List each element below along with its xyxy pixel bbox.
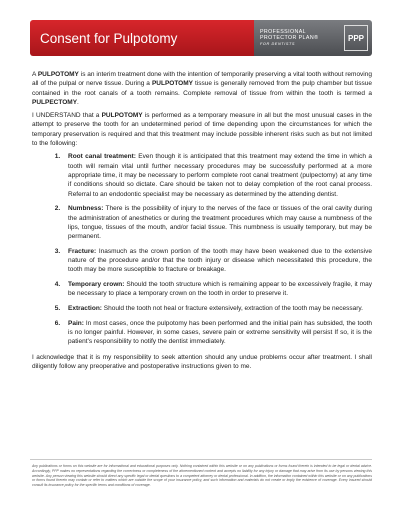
- risk-text: Should the tooth not heal or fracture extensively, extraction of the tooth may be necessary.: [101, 305, 363, 313]
- brand-name: [260, 29, 318, 48]
- intro-text-4: .: [77, 98, 79, 106]
- ppp-logo: PPP: [344, 25, 368, 51]
- risk-item: [62, 304, 372, 313]
- brand-line-1: PROFESSIONAL: [260, 28, 307, 35]
- risk-text: Should the tooth structure which is remaining appear to be excessively fragile, it may be necessary to place a temporary crown on the tooth in order to preserve it.: [68, 281, 372, 298]
- term-pulpotomy: PULPOTOMY: [151, 80, 193, 88]
- brand-line-3: FOR DENTISTS: [260, 42, 296, 47]
- brand-banner: [254, 20, 372, 56]
- risk-text: Inasmuch as the crown portion of the tooth may have been weakened due to the extensive nature of the procedure and/or that the tooth injury or disease which necessitated this procedure, the tooth may be more susceptible to fracture or breakage.: [68, 247, 372, 274]
- risk-title: Fracture:: [68, 247, 97, 255]
- understand-text-2: is performed as a temporary measure in all but the most unusual cases in the attempt to preserve the tooth for an undetermined period of time depending upon the circumstances for which the temporary preservation is required and that this treatment may include possible inherent risks such as but not limited to the following:: [32, 112, 372, 148]
- risk-title: Root canal treatment:: [68, 153, 136, 161]
- term-pulpotomy: PULPOTOMY: [101, 112, 143, 120]
- acknowledgement-paragraph: I acknowledge that it is my responsibility to seek attention should any undue problems occur after treatment. I shall diligently follow any preoperative and postoperative instructions given to me.: [32, 353, 372, 370]
- risk-item: [62, 152, 372, 198]
- document-title: Consent for Pulpotomy: [40, 30, 178, 46]
- document-body: [32, 70, 372, 375]
- risk-item: [62, 319, 372, 347]
- risk-title: Extraction:: [68, 305, 102, 313]
- term-pulpectomy: PULPECTOMY: [32, 98, 78, 106]
- understanding-paragraph: [32, 111, 372, 148]
- intro-paragraph: [32, 70, 372, 107]
- footer-divider: [30, 459, 372, 460]
- risk-list: [62, 152, 372, 346]
- intro-text-1: A: [32, 71, 38, 78]
- understand-text-1: I UNDERSTAND that a: [32, 112, 102, 120]
- risk-text: There is the possibility of injury to the nerves of the face or tissues of the oral cavity during the administration of anesthetics or during the treatment procedures which may cause a numbness of the lips, tongue, tissues of the mouth, and/or facial tissue. This numbness is usually temporary, but may be permanent.: [68, 205, 372, 241]
- document-header: [30, 20, 372, 56]
- risk-item: [62, 280, 372, 299]
- risk-text: In most cases, once the pulpotomy has been performed and the initial pain has subsided, the tooth is no longer painful. However, in some cases, severe pain or extreme sensitivity will persist If so, it is the patient’s responsibility to notify the dentist immediately.: [68, 319, 372, 346]
- risk-title: Numbness:: [68, 205, 104, 213]
- intro-text-2: is an interim treatment done with the intention of temporarily preserving a vital tooth without removing all of the pulpal or nerve tissue. During a: [32, 71, 372, 88]
- risk-title: Temporary crown:: [68, 281, 125, 289]
- intro-text-3: tissue is generally removed from the pulp chamber but tissue contained in the root canals of a tooth remains. Complete removal of tissue from within the tooth is termed a: [32, 80, 373, 97]
- title-banner: [30, 20, 254, 56]
- risk-item: [62, 247, 372, 275]
- risk-title: Pain:: [68, 319, 84, 327]
- brand-line-2: PROTECTOR PLAN®: [260, 34, 319, 41]
- risk-text: Even though it is anticipated that this treatment may extend the time in which a tooth will remain vital until further necessary procedures may be successfully performed at a more appropriate time, it may be necessary to perform complete root canal treatment (pulpectomy) at any time if conditions should so dictate. Care should be taken not to delay completion of the root canal process. Referral to an endodontic specialist may be necessary as determined by the attending dentist.: [68, 153, 372, 198]
- risk-item: [62, 204, 372, 241]
- footer-disclaimer: Any publications or forms on this website are for informational and educational purposes only. Nothing contained within this website or on any publications or forms found therein is intended to be legal or dental advice. Accordingly, PPP makes no representations regarding the correctness or completeness of the aforementioned content and accepts no liability for any injury or damage that may arise from its use by persons viewing this website. Any person viewing this website should direct any specific legal or dental questions to a competent attorney or dental professional. In addition, the information contained within this website or on any publications or forms found therein may contain or refer to matters which are outside the scope of your insurance policy, and such information and materials do not create or imply the existence of coverage. Every insured should consult its insurance policy for the specific terms and conditions of coverage.: [32, 464, 372, 488]
- term-pulpotomy: PULPOTOMY: [37, 71, 79, 78]
